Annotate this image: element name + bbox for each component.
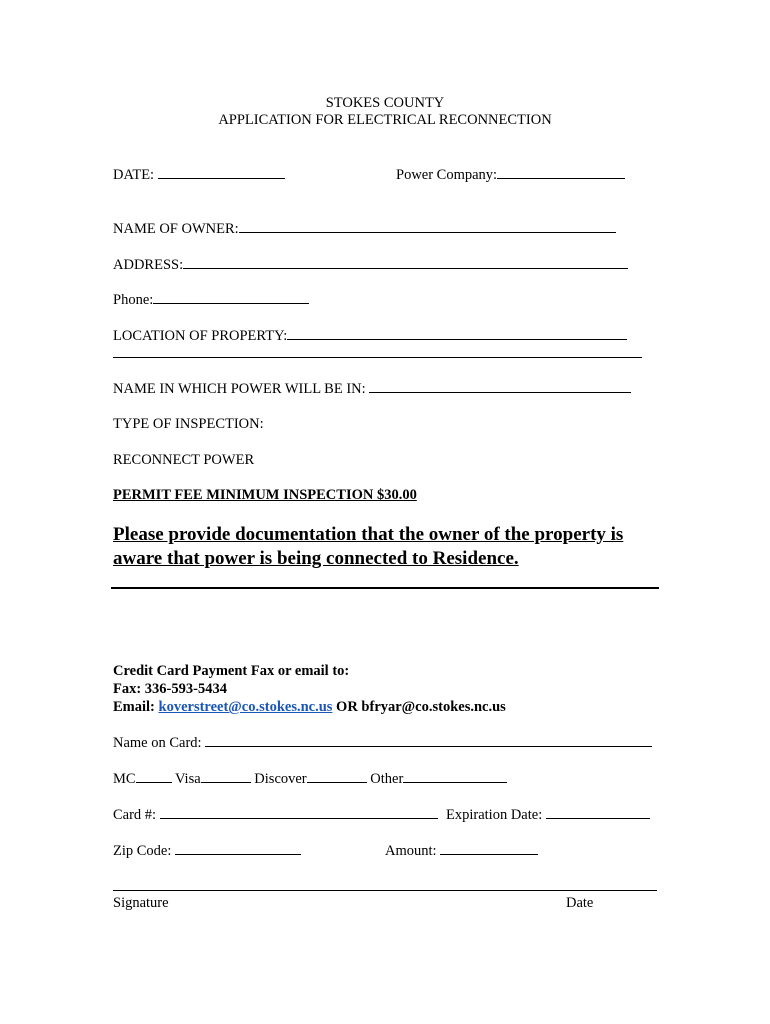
mc-label: MC [113,771,136,787]
name-of-owner-label: NAME OF OWNER: [113,221,239,237]
name-on-card-blank[interactable] [205,733,652,747]
discover-blank[interactable] [307,769,367,783]
phone-label: Phone: [113,292,154,308]
notice-line-1: Please provide documentation that the owner of the property is [113,524,624,545]
date-label: DATE: [113,167,155,183]
phone-field[interactable] [113,290,309,309]
power-name-label: NAME IN WHICH POWER WILL BE IN: [113,381,366,397]
address-label: ADDRESS: [113,257,184,273]
visa-label: Visa [174,771,201,787]
card-type-row [113,769,507,788]
expiration-blank[interactable] [546,805,650,819]
power-name-field[interactable] [113,379,631,398]
power-company-blank[interactable] [497,165,625,179]
power-company-field[interactable] [396,165,625,184]
permit-fee: PERMIT FEE MINIMUM INSPECTION $30.00 [113,487,417,503]
power-name-blank[interactable] [369,379,631,393]
card-number-field[interactable] [113,805,438,824]
date-blank[interactable] [158,165,285,179]
name-of-owner-field[interactable] [113,219,616,238]
reconnect-power-label: RECONNECT POWER [113,452,255,468]
mc-blank[interactable] [136,769,172,783]
location-field[interactable] [113,326,627,345]
signature-line[interactable] [113,890,657,891]
amount-field[interactable] [385,841,538,860]
zip-code-blank[interactable] [175,841,301,855]
discover-label: Discover [254,771,307,787]
location-second-line[interactable] [113,357,642,358]
email-line [113,698,506,716]
expiration-label: Expiration Date: [446,807,543,823]
email-label: Email: [113,699,155,715]
form-title: APPLICATION FOR ELECTRICAL RECONNECTION [218,112,552,128]
fax-number: Fax: 336-593-5434 [113,681,227,697]
notice-line-2: aware that power is being connected to Residence. [113,548,519,569]
signature-date-label: Date [566,895,594,911]
other-label: Other [370,771,404,787]
card-number-blank[interactable] [160,805,438,819]
notice-divider [111,587,659,589]
name-of-owner-blank[interactable] [239,219,616,233]
or-text: OR [336,699,358,715]
location-label: LOCATION OF PROPERTY: [113,328,288,344]
other-blank[interactable] [403,769,507,783]
email-link-1[interactable]: koverstreet@co.stokes.nc.us [158,699,333,715]
visa-blank[interactable] [201,769,251,783]
expiration-field[interactable] [446,805,650,824]
zip-code-field[interactable] [113,841,301,860]
payment-heading: Credit Card Payment Fax or email to: [113,663,350,679]
location-blank[interactable] [287,326,627,340]
power-company-label: Power Company: [396,167,498,183]
inspection-type-label: TYPE OF INSPECTION: [113,416,264,432]
phone-blank[interactable] [153,290,309,304]
address-field[interactable] [113,255,628,274]
amount-label: Amount: [385,843,437,859]
date-field[interactable] [113,165,285,184]
county-heading: STOKES COUNTY [325,95,445,111]
amount-blank[interactable] [440,841,538,855]
signature-label: Signature [113,895,169,911]
name-on-card-field[interactable] [113,733,652,752]
card-number-label: Card #: [113,807,157,823]
email-2: bfryar@co.stokes.nc.us [361,699,506,715]
name-on-card-label: Name on Card: [113,735,202,751]
zip-code-label: Zip Code: [113,843,172,859]
address-blank[interactable] [183,255,628,269]
